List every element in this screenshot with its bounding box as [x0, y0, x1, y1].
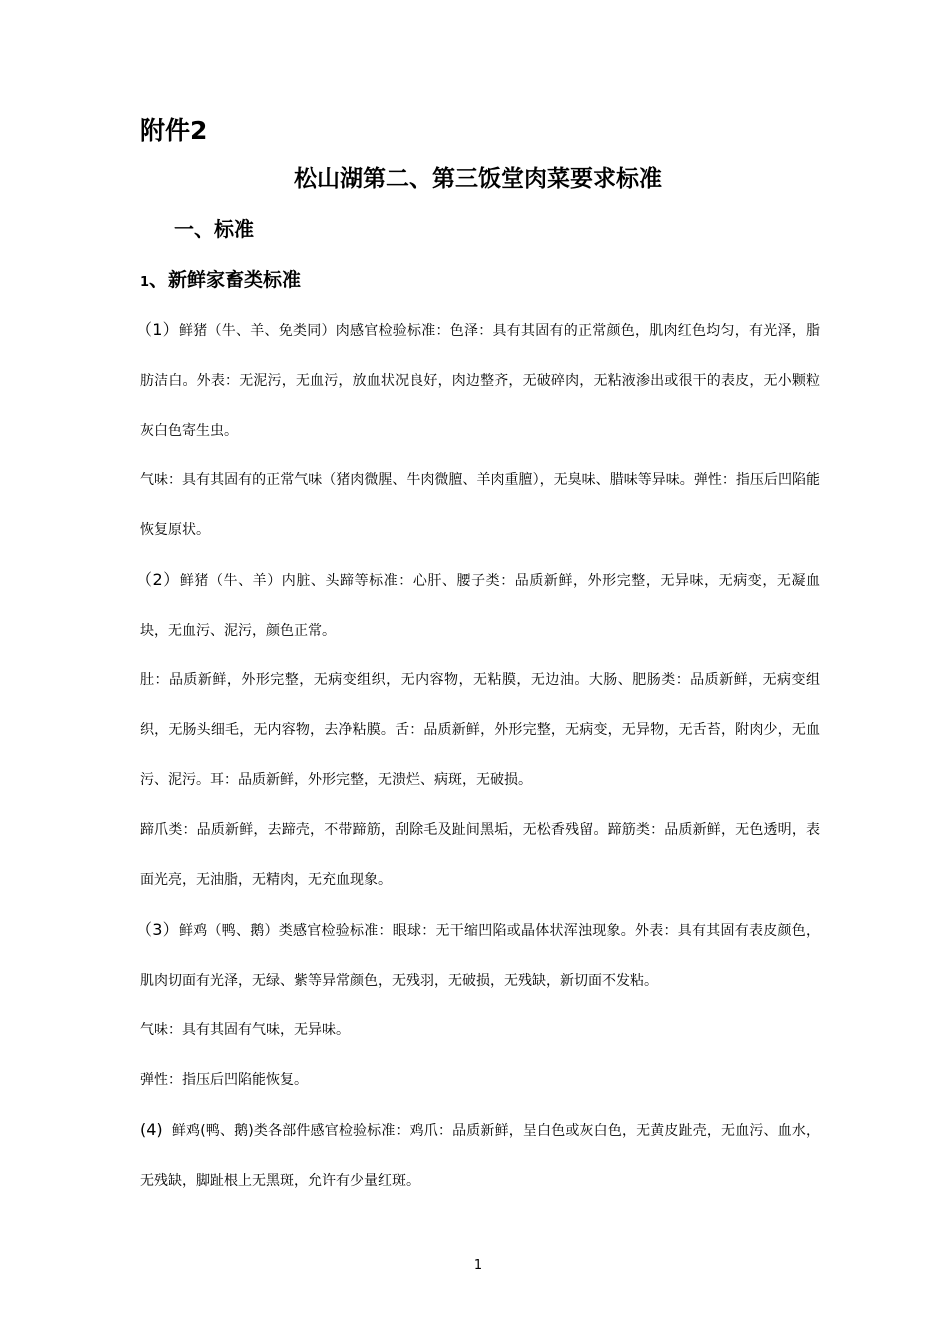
paragraph-poultry-parts — [140, 1105, 820, 1206]
subsection-title: 、新鲜家畜类标准 — [149, 269, 302, 291]
paragraph-poultry-elasticity: 弹性：指压后凹陷能恢复。 — [140, 1072, 308, 1088]
paragraph-tripe-intestine: 肚：品质新鲜，外形完整，无病变组织，无内容物，无粘膜，无边油。大肠、肥肠类：品质新鲜，无病变组织，无肠头细毛，无内容物，去净粘膜。舌：品质新鲜，外形完整，无病变，无异物，无舌苔，附肉少，无血污、泥污。耳：品质新鲜，外形完整，无溃烂、病斑，无破损。 — [140, 672, 820, 788]
subsection-number: 1 — [140, 275, 150, 290]
document-title: 松山湖第二、第三饭堂肉菜要求标准 — [294, 166, 662, 192]
paragraph-marker: （3） — [136, 920, 179, 939]
page-number: 1 — [473, 1258, 483, 1273]
subsection-heading-livestock — [140, 265, 301, 298]
paragraph-fresh-pork — [136, 305, 820, 456]
paragraph-text: 鲜猪（牛、羊）内脏、头蹄等标准：心肝、腰子类：品质新鲜，外形完整，无异味，无病变，无凝血块，无血污、泥污，颜色正常。 — [140, 573, 821, 639]
section-heading-standard: 一、标准 — [174, 217, 254, 241]
paragraph-text: 鲜猪（牛、羊、免类同）肉感官检验标准：色泽：具有其固有的正常颜色，肌肉红色均匀，有光泽，脂肪洁白。外表：无泥污，无血污，放血状况良好，肉边整齐，无破碎肉，无粘液渗出或很干的表皮，无小颗粒灰白色寄生虫。 — [140, 323, 820, 439]
paragraph-marker: (4) — [140, 1120, 163, 1139]
paragraph-marker: （1） — [136, 320, 179, 339]
paragraph-poultry-smell: 气味：具有其固有气味，无异味。 — [140, 1022, 350, 1038]
paragraph-marker: （2） — [136, 570, 180, 589]
paragraph-text: 鲜鸡（鸭、鹅）类感官检验标准：眼球：无干缩凹陷或晶体状浑浊现象。外表：具有其固有表皮颜色，肌肉切面有光泽，无绿、紫等异常颜色，无残羽，无破损，无残缺，新切面不发粘。 — [140, 923, 820, 989]
paragraph-poultry — [136, 905, 820, 1006]
paragraph-smell-elasticity: 气味：具有其固有的正常气味（猪肉微腥、牛肉微膻、羊肉重膻），无臭味、腊味等异味。弹性：指压后凹陷能恢复原状。 — [140, 472, 820, 538]
paragraph-text: 鲜鸡(鸭、鹅)类各部件感官检验标准：鸡爪：品质新鲜，呈白色或灰白色，无黄皮趾壳，无血污、血水，无残缺，脚趾根上无黑斑，允许有少量红斑。 — [140, 1123, 820, 1189]
paragraph-offal — [136, 555, 821, 656]
paragraph-trotters: 蹄爪类：品质新鲜，去蹄壳，不带蹄筋，刮除毛及趾间黑垢，无松香残留。蹄筋类：品质新鲜，无色透明，表面光亮，无油脂，无精肉，无充血现象。 — [140, 822, 820, 888]
attachment-label: 附件2 — [140, 116, 208, 145]
